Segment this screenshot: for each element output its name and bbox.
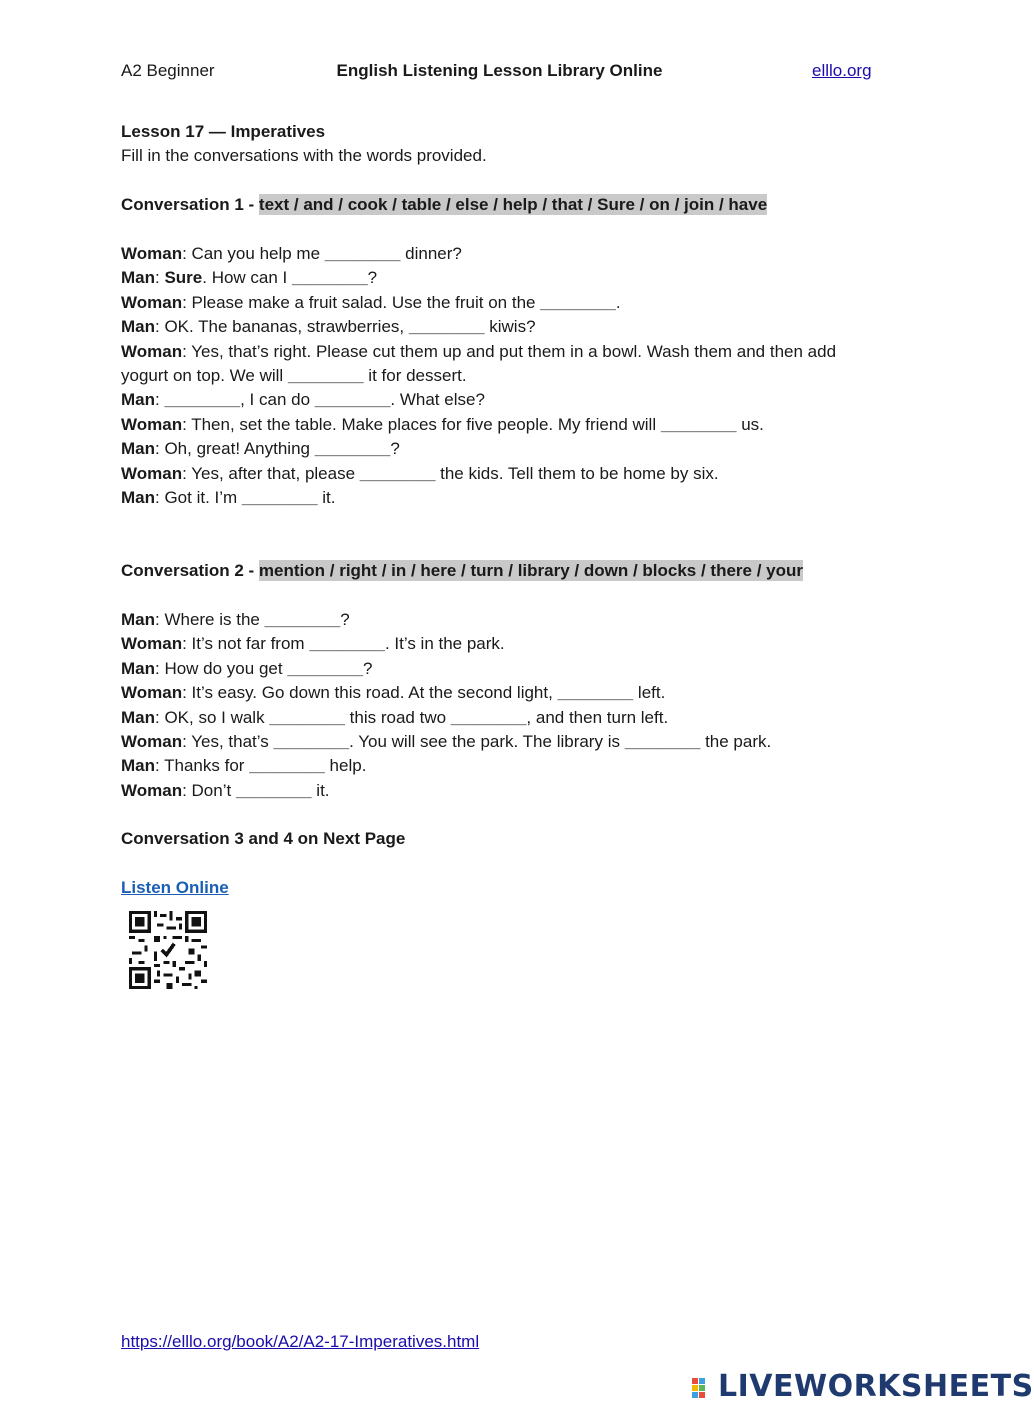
site-link[interactable]: elllo.org (812, 61, 872, 80)
listen-online-link[interactable]: Listen Online (121, 878, 229, 897)
dialogue-text: : Where is the (155, 610, 265, 629)
dialogue-text: it. (317, 488, 336, 508)
dialogue-text: dinner? (400, 244, 462, 263)
dialogue-text: : Yes, after that, please (182, 463, 360, 483)
conversation-1-dialogue (121, 242, 881, 510)
speaker-name: Man (121, 268, 155, 288)
dialogue-text: . It’s in the park. (384, 634, 505, 654)
answer-blank[interactable]: ________ (287, 366, 364, 386)
answer-blank[interactable]: ________ (624, 732, 701, 752)
liveworksheets-brand: LIVEWORKSHEETS (718, 1369, 1034, 1404)
speaker-name: Woman (121, 463, 183, 483)
dialogue-text: . You will see the park. The library is (349, 732, 625, 752)
speaker-name: Woman (121, 683, 183, 703)
conversation-2-word-bank: mention / right / in / here / turn / library / down / blocks / there / your (258, 561, 803, 580)
next-page-note: Conversation 3 and 4 on Next Page (121, 829, 406, 848)
answer-blank[interactable]: ________ (314, 390, 391, 410)
speaker-name: Woman (121, 244, 183, 263)
qr-code-icon[interactable] (129, 911, 207, 989)
speaker-name: Man (121, 439, 155, 459)
dialogue-line (121, 681, 881, 705)
dialogue-line (121, 632, 881, 656)
answer-blank[interactable]: ________ (164, 390, 241, 410)
answer-blank[interactable]: ________ (450, 707, 527, 727)
dialogue-line (121, 266, 881, 290)
answer-blank[interactable]: ________ (292, 268, 368, 288)
level-label: A2 Beginner (121, 61, 215, 80)
dialogue-text: ? (340, 610, 350, 629)
page-title: English Listening Lesson Library Online (336, 61, 663, 80)
answer-blank[interactable]: ________ (249, 756, 325, 776)
dialogue-line (121, 315, 881, 339)
dialogue-line (121, 242, 881, 266)
dialogue-text: help. (324, 756, 367, 776)
dialogue-text: it. (311, 780, 330, 800)
dialogue-text: : It’s not far from (182, 634, 310, 654)
footer-url-link[interactable]: https://elllo.org/book/A2/A2-17-Imperatives.html (121, 1332, 480, 1351)
speaker-name: Woman (121, 414, 183, 434)
dialogue-text: : Yes, that’s right. Please cut them up and put them in a bowl. Wash them and then add yogurt on top. We will (121, 341, 837, 386)
dialogue-line (121, 291, 881, 315)
dialogue-text: , and then turn left. (526, 707, 669, 727)
dialogue-text: : It’s easy. Go down this road. At the second light, (182, 683, 558, 703)
dialogue-line (121, 388, 881, 412)
conversation-2-label: Conversation 2 - (121, 561, 259, 580)
conversation-1-word-bank: text / and / cook / table / else / help / that / Sure / on / join / have (258, 195, 768, 214)
speaker-name: Man (121, 756, 155, 776)
speaker-name: Man (121, 488, 155, 508)
dialogue-text: : (155, 268, 165, 288)
dialogue-text: the kids. Tell them to be home by six. (435, 463, 719, 483)
speaker-name: Woman (121, 732, 183, 752)
dialogue-line (121, 437, 881, 461)
liveworksheets-logo-icon (690, 1372, 718, 1406)
dialogue-text: ? (362, 658, 373, 678)
dialogue-text: : OK, so I walk (155, 707, 270, 727)
answer-blank[interactable]: ________ (235, 780, 312, 800)
dialogue-text: : Don’t (182, 780, 236, 800)
dialogue-line (121, 413, 881, 437)
answer-blank[interactable]: ________ (324, 244, 401, 263)
conversation-2-dialogue (121, 608, 881, 803)
dialogue-line (121, 486, 881, 510)
answer-blank[interactable]: ________ (269, 707, 345, 727)
dialogue-text: : (155, 390, 165, 410)
answer-blank[interactable]: ________ (309, 634, 385, 654)
dialogue-line (121, 706, 881, 730)
dialogue-text: ? (390, 439, 400, 459)
answer-blank[interactable]: ________ (273, 732, 350, 752)
dialogue-text: : How do you get (155, 658, 288, 678)
dialogue-text: this road two (344, 707, 451, 727)
instruction-text: Fill in the conversations with the words provided. (121, 146, 487, 165)
speaker-name: Woman (121, 634, 183, 654)
speaker-name: Man (121, 390, 155, 410)
dialogue-text: ? (367, 268, 378, 288)
dialogue-text: us. (736, 414, 764, 434)
dialogue-text: left. (633, 683, 666, 703)
answer-blank[interactable]: ________ (660, 414, 737, 434)
dialogue-text: kiwis? (484, 317, 536, 337)
answer-blank[interactable]: ________ (264, 610, 341, 629)
dialogue-text: : Oh, great! Anything (155, 439, 315, 459)
dialogue-text: : Can you help me (182, 244, 325, 263)
dialogue-text: it for dessert. (363, 366, 467, 386)
conversation-1-label: Conversation 1 - (121, 195, 259, 214)
answer-blank[interactable]: ________ (540, 292, 616, 312)
speaker-name: Man (121, 317, 155, 337)
dialogue-text: . How can I (202, 268, 293, 288)
dialogue-line (121, 730, 881, 754)
answer-blank[interactable]: ________ (314, 439, 391, 459)
answer-blank[interactable]: ________ (557, 683, 634, 703)
dialogue-text: the park. (700, 732, 772, 752)
dialogue-line (121, 340, 881, 389)
answer-blank[interactable]: ________ (359, 463, 436, 483)
answer-blank[interactable]: ________ (408, 317, 485, 337)
speaker-name: Man (121, 707, 155, 727)
dialogue-text: , I can do (240, 390, 315, 410)
answer-blank[interactable]: ________ (241, 488, 318, 508)
conversation-2-heading (121, 560, 803, 582)
dialogue-text: : Got it. I’m (155, 488, 242, 508)
dialogue-text: : Then, set the table. Make places for five people. My friend will (182, 414, 661, 434)
answer-blank[interactable]: ________ (287, 658, 363, 678)
dialogue-text: : Thanks for (155, 756, 250, 776)
speaker-name: Woman (121, 341, 183, 361)
dialogue-line (121, 779, 881, 803)
dialogue-text: : Please make a fruit salad. Use the fruit on the (182, 292, 541, 312)
dialogue-line (121, 462, 881, 486)
lesson-title: Lesson 17 — Imperatives (121, 122, 326, 141)
speaker-name: Man (121, 658, 155, 678)
dialogue-text: . (615, 292, 621, 312)
dialogue-line (121, 657, 881, 681)
dialogue-text: : OK. The bananas, strawberries, (155, 317, 409, 337)
dialogue-line (121, 754, 881, 778)
conversation-1-heading (121, 194, 767, 216)
given-answer: Sure (164, 268, 203, 288)
speaker-name: Woman (121, 292, 183, 312)
speaker-name: Man (121, 610, 155, 629)
speaker-name: Woman (121, 780, 183, 800)
dialogue-text: : Yes, that’s (182, 732, 274, 752)
dialogue-line (121, 608, 881, 632)
dialogue-text: . What else? (390, 390, 485, 410)
